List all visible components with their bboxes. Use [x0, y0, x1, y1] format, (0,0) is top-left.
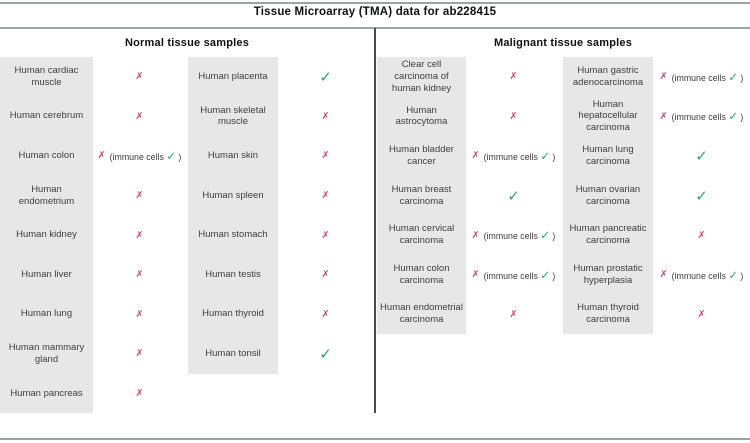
table-row: [563, 176, 750, 216]
malignant-tissue-column-2: [563, 57, 750, 334]
table-row: [0, 97, 186, 137]
table-row: [377, 97, 561, 137]
table-row: [377, 176, 561, 216]
normal-tissue-column-1: [0, 57, 186, 413]
table-row: [377, 255, 561, 295]
table-row: [0, 334, 186, 374]
result-cell: [653, 295, 750, 335]
result-cell: [466, 215, 561, 255]
cross-icon: ✗: [659, 269, 668, 281]
tissue-label: Human mammary gland: [0, 334, 93, 374]
check-icon: ✓: [166, 148, 176, 163]
check-icon: ✓: [728, 69, 738, 84]
tissue-label: Human ovarian carcinoma: [563, 176, 653, 216]
cross-icon: ✗: [135, 110, 144, 122]
tissue-label: Human stomach: [188, 215, 278, 255]
cross-icon: ✗: [135, 190, 144, 202]
result-cell: [93, 374, 186, 414]
result-cell: [93, 255, 186, 295]
tissue-label: Human cervical carcinoma: [377, 215, 466, 255]
result-cell: [278, 334, 373, 374]
tissue-label: Human kidney: [0, 215, 93, 255]
cross-icon: ✗: [321, 269, 330, 281]
cross-icon: ✗: [471, 229, 480, 241]
result-cell: [93, 176, 186, 216]
section-divider: [374, 28, 376, 413]
cross-icon: ✗: [321, 190, 330, 202]
table-row: [188, 136, 373, 176]
table-row: [0, 374, 186, 414]
result-cell: [278, 136, 373, 176]
section-header-normal: Normal tissue samples: [124, 37, 250, 49]
check-icon: ✓: [540, 228, 550, 243]
result-cell: [653, 57, 750, 97]
result-cell: [466, 136, 561, 176]
tissue-label: Human prostatic hyperplasia: [563, 255, 653, 295]
cross-icon: ✗: [697, 229, 706, 241]
tissue-label: Human colon carcinoma: [377, 255, 466, 295]
cross-icon: ✗: [321, 229, 330, 241]
cross-icon: ✗: [471, 269, 480, 281]
table-row: [563, 255, 750, 295]
tissue-label: Human skin: [188, 136, 278, 176]
cross-icon: ✗: [97, 150, 106, 162]
tissue-label: Human pancreatic carcinoma: [563, 215, 653, 255]
table-row: [563, 57, 750, 97]
tissue-label: Human gastric adenocarcinoma: [563, 57, 653, 97]
check-icon: ✓: [319, 67, 332, 86]
tissue-label: Human placenta: [188, 57, 278, 97]
table-row: [188, 295, 373, 335]
table-row: [188, 97, 373, 137]
top-rule: [0, 2, 750, 4]
tissue-label: Human pancreas: [0, 374, 93, 414]
tissue-label: Human bladder cancer: [377, 136, 466, 176]
table-row: [377, 136, 561, 176]
result-cell: [653, 215, 750, 255]
cross-icon: ✗: [659, 110, 668, 122]
result-cell: [278, 215, 373, 255]
result-cell: [278, 57, 373, 97]
table-row: [563, 215, 750, 255]
table-row: [377, 295, 561, 335]
cross-icon: ✗: [135, 71, 144, 83]
result-cell: [93, 295, 186, 335]
cross-icon: ✗: [321, 150, 330, 162]
immune-cells-note: (immune cells ✓ ): [671, 69, 744, 84]
result-cell: [653, 97, 750, 137]
tissue-label: Human lung carcinoma: [563, 136, 653, 176]
tissue-label: Human liver: [0, 255, 93, 295]
table-row: [563, 97, 750, 137]
result-cell: [653, 255, 750, 295]
immune-cells-note: (immune cells ✓ ): [671, 109, 744, 124]
immune-cells-note: (immune cells ✓ ): [671, 267, 744, 282]
table-row: [188, 176, 373, 216]
cross-icon: ✗: [321, 110, 330, 122]
check-icon: ✓: [319, 344, 332, 363]
table-row: [0, 255, 186, 295]
table-row: [188, 215, 373, 255]
tissue-label: Human testis: [188, 255, 278, 295]
result-cell: [653, 176, 750, 216]
tissue-label: Human thyroid: [188, 295, 278, 335]
tissue-label: Human cardiac muscle: [0, 57, 93, 97]
cross-icon: ✗: [135, 269, 144, 281]
tissue-label: Human endometrial carcinoma: [377, 295, 466, 335]
immune-cells-note: (immune cells ✓ ): [109, 148, 182, 163]
check-icon: ✓: [695, 186, 708, 205]
table-row: [0, 295, 186, 335]
cross-icon: ✗: [659, 71, 668, 83]
result-cell: [93, 136, 186, 176]
table-row: [188, 334, 373, 374]
tissue-label: Human cerebrum: [0, 97, 93, 137]
check-icon: ✓: [540, 267, 550, 282]
result-cell: [466, 176, 561, 216]
table-row: [0, 57, 186, 97]
result-cell: [93, 57, 186, 97]
table-row: [563, 136, 750, 176]
result-cell: [653, 136, 750, 176]
tissue-label: Human spleen: [188, 176, 278, 216]
tissue-label: Human tonsil: [188, 334, 278, 374]
cross-icon: ✗: [509, 308, 518, 320]
cross-icon: ✗: [135, 388, 144, 400]
cross-icon: ✗: [509, 71, 518, 83]
result-cell: [93, 215, 186, 255]
check-icon: ✓: [540, 148, 550, 163]
result-cell: [466, 97, 561, 137]
table-row: [563, 295, 750, 335]
result-cell: [466, 255, 561, 295]
table-row: [377, 215, 561, 255]
result-cell: [278, 176, 373, 216]
tissue-label: Human astrocytoma: [377, 97, 466, 137]
cross-icon: ✗: [471, 150, 480, 162]
bottom-rule: [0, 438, 750, 440]
result-cell: [466, 295, 561, 335]
cross-icon: ✗: [135, 308, 144, 320]
cross-icon: ✗: [509, 110, 518, 122]
immune-cells-note: (immune cells ✓ ): [483, 228, 556, 243]
cross-icon: ✗: [135, 348, 144, 360]
result-cell: [278, 295, 373, 335]
table-row: [0, 215, 186, 255]
table-row: [0, 136, 186, 176]
normal-tissue-column-2: [188, 57, 373, 374]
tissue-label: Clear cell carcinoma of human kidney: [377, 57, 466, 97]
immune-cells-note: (immune cells ✓ ): [483, 148, 556, 163]
table-row: [188, 57, 373, 97]
table-row: [377, 57, 561, 97]
result-cell: [93, 334, 186, 374]
tissue-label: Human endometrium: [0, 176, 93, 216]
check-icon: ✓: [728, 267, 738, 282]
tissue-label: Human colon: [0, 136, 93, 176]
tissue-label: Human thyroid carcinoma: [563, 295, 653, 335]
cross-icon: ✗: [697, 308, 706, 320]
immune-cells-note: (immune cells ✓ ): [483, 267, 556, 282]
table-row: [188, 255, 373, 295]
result-cell: [93, 97, 186, 137]
check-icon: ✓: [507, 186, 520, 205]
figure-title: Tissue Microarray (TMA) data for ab228415: [253, 6, 497, 18]
tissue-label: Human lung: [0, 295, 93, 335]
tissue-label: Human breast carcinoma: [377, 176, 466, 216]
check-icon: ✓: [695, 146, 708, 165]
tissue-label: Human skeletal muscle: [188, 97, 278, 137]
cross-icon: ✗: [135, 229, 144, 241]
section-header-malignant: Malignant tissue samples: [493, 37, 633, 49]
result-cell: [278, 255, 373, 295]
cross-icon: ✗: [321, 308, 330, 320]
result-cell: [278, 97, 373, 137]
result-cell: [466, 57, 561, 97]
malignant-tissue-column-1: [377, 57, 561, 334]
tissue-label: Human hepatocellular carcinoma: [563, 97, 653, 137]
check-icon: ✓: [728, 109, 738, 124]
table-row: [0, 176, 186, 216]
